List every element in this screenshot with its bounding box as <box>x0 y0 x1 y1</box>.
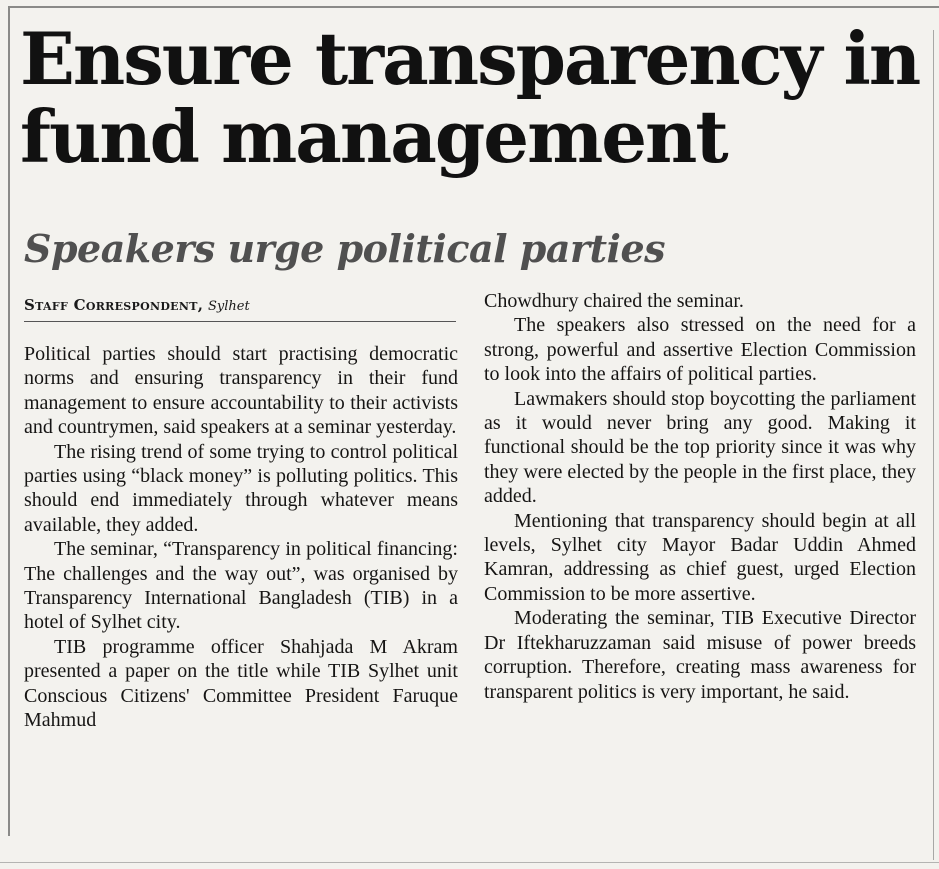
byline-place: Sylhet <box>208 299 250 314</box>
headline: Ensure transparency in fund management <box>20 16 920 179</box>
subhead: Speakers urge political parties <box>24 226 666 271</box>
paragraph: Mentioning that transparency should begin at all levels, Sylhet city Mayor Badar Uddin Ahmed Kamran, addressing as chief guest, urged Election Commission to be more assertive. <box>484 509 916 605</box>
paragraph: Political parties should start practising democratic norms and ensuring transparency in their fund management to ensure accountability to their activists and countrymen, said speakers at a seminar yesterday. <box>24 343 458 439</box>
paragraph: The speakers also stressed on the need for a strong, powerful and assertive Election Commission to look into the affairs of political parties. <box>484 314 916 386</box>
page-border-left <box>8 6 10 836</box>
page-border-right <box>933 30 934 860</box>
byline-name: Staff Correspondent, <box>24 296 204 314</box>
paragraph: The seminar, “Transparency in political financing: The challenges and the way out”, was organised by Transparency International Bangladesh (TIB) in a hotel of Sylhet city. <box>24 538 458 634</box>
paragraph: The rising trend of some trying to control political parties using “black money” is polluting politics. This should end immediately through whatever means available, they added. <box>24 440 458 536</box>
article-column-right <box>484 289 916 704</box>
paragraph: TIB programme officer Shahjada M Akram presented a paper on the title while TIB Sylhet unit Conscious Citizens' Committee President Faruque Mahmud <box>24 635 458 732</box>
paragraph: Moderating the seminar, TIB Executive Director Dr Iftekharuzzaman said misuse of power breeds corruption. Therefore, creating mass awareness for transparent politics is very important, he said. <box>484 607 916 703</box>
paragraph: Chowdhury chaired the seminar. <box>484 290 744 312</box>
byline-divider <box>24 321 456 322</box>
page-border-bottom <box>0 862 939 863</box>
article-column-left <box>24 342 458 733</box>
paragraph: Lawmakers should stop boycotting the parliament as it would never bring any good. Making it functional should be the top priority since it was why they were elected by the people in the first place, they added. <box>484 387 916 508</box>
page-border-top <box>8 6 939 8</box>
byline <box>24 295 464 317</box>
